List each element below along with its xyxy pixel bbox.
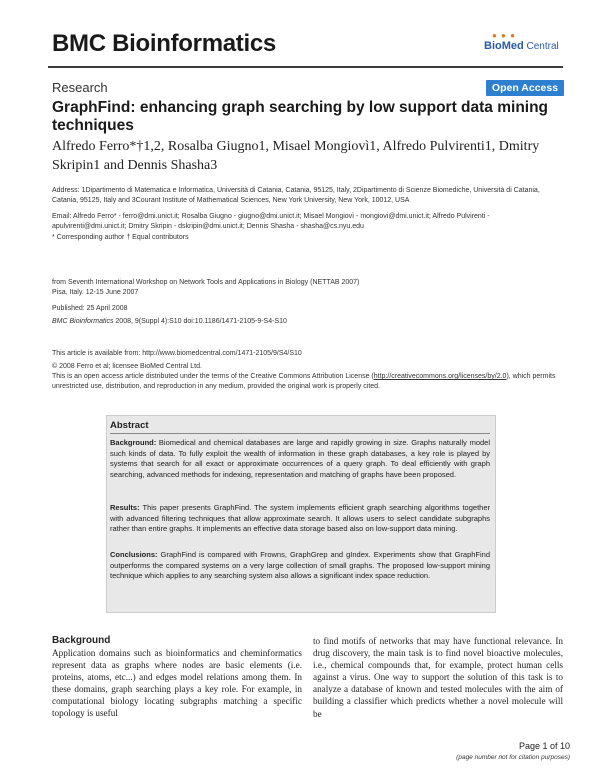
- author-address: Address: 1Dipartimento di Matematica e Informatica, Università di Catania, Catania, 95125, Italy, 2Dipartimento di Scienze Biomediche, Università di Catania, Catania, 95125, Italy and 3Courant Institute of Mathematical Sciences, New York University, New York, 10012, USA: [52, 187, 540, 204]
- journal-title: BMC Bioinformatics: [52, 30, 276, 57]
- availability-line[interactable]: This article is available from: http://www.biomedcentral.com/1471-2105/9/S4/S10: [52, 350, 302, 357]
- abstract-conclusions: Conclusions: GraphFind is compared with Frowns, GraphGrep and gIndex. Experiments show that GraphFind outperforms the compared systems on a very large collection of small graphs. The proposed low-support mining technique which applies to any searching system also allows a significant index space reduction.: [110, 550, 490, 580]
- article-title: GraphFind: enhancing graph searching by low support data mining techniques: [52, 99, 549, 134]
- body-column-right: to find motifs of networks that may have functional relevance. In drug discovery, the main task is to find novel bioactive molecules, i.e., chemical compounds that, for example, protect human cells against a virus. One way to support the solution of this task is to analyze a database of known and tested molecules with the aim of building a classifier which predicts whether a novel molecule will be: [313, 636, 563, 719]
- logo-dots-icon: ● ● ●: [492, 31, 516, 40]
- license-text: This is an open access article distributed under the terms of the Creative Commons Attribution License (http://creativecommons.org/licenses/by/2.0), which permits unrestricted use, distribution, and reproduction in any medium, provided the original work is properly cited.: [52, 373, 556, 390]
- open-access-badge: Open Access: [486, 80, 564, 96]
- background-heading: Background: [52, 635, 111, 646]
- abstract-heading: Abstract: [110, 420, 149, 431]
- abstract-results: Results: This paper presents GraphFind. The system implements efficient graph searching algorithms together with advanced filtering techniques that allow approximate search. It allows users to select candidate subgraphs rather than entire graphs. It implements an effective data storage based also on low-support data mining.: [110, 503, 490, 533]
- header-rule: [48, 66, 563, 68]
- abstract-background: Background: Biomedical and chemical databases are large and rapidly growing in size. Graphs naturally model such kinds of data. To fully exploit the wealth of information in these graph databases, a key role is played by systems that search for all exact or approximate occurrences of a query graph. To deal efficiently with graph searching, advanced methods for indexing, representation and matching of graphs have been proposed.: [110, 438, 490, 479]
- page-number-note: (page number not for citation purposes): [456, 754, 570, 761]
- body-column-left: Application domains such as bioinformatics and cheminformatics represent data as graphs where nodes are basic elements (i.e. proteins, atoms, etc...) and edges model relations among them. In these domains, graph searching plays a key role. For example, in computational biology locating subgraphs matching a specific topology is useful: [52, 648, 302, 719]
- author-notes: * Corresponding author † Equal contributors: [52, 234, 189, 241]
- section-label: Research: [52, 80, 108, 95]
- conference-source: from Seventh International Workshop on Network Tools and Applications in Biology (NETTAB 2007) Pisa, Italy. 12-15 June 2007: [52, 279, 360, 296]
- abstract-rule: [110, 433, 490, 434]
- author-emails: Email: Alfredo Ferro* - ferro@dmi.unict.it; Rosalba Giugno - giugno@dmi.unict.it; Misael Mongiovì - mongiovi@dmi.unict.it; Alfredo Pulvirenti - apulvirenti@dmi.unict.it; Dmitry Skripin - dskripin@dmi.unict.it; Dennis Shasha - shasha@cs.nyu.edu: [52, 213, 490, 230]
- page-number: Page 1 of 10: [518, 741, 570, 751]
- published-date: Published: 25 April 2008: [52, 305, 128, 312]
- copyright-line: © 2008 Ferro et al; licensee BioMed Central Ltd.: [52, 363, 202, 370]
- biomed-central-logo: BioMed Central: [484, 40, 559, 52]
- license-link[interactable]: http://creativecommons.org/licenses/by/2.0: [373, 373, 507, 380]
- author-list: Alfredo Ferro*†1,2, Rosalba Giugno1, Misael Mongiovì1, Alfredo Pulvirenti1, Dmitry Skripin1 and Dennis Shasha3: [52, 139, 540, 173]
- citation-line: BMC Bioinformatics 2008, 9(Suppl 4):S10 doi:10.1186/1471-2105-9-S4-S10: [52, 318, 287, 325]
